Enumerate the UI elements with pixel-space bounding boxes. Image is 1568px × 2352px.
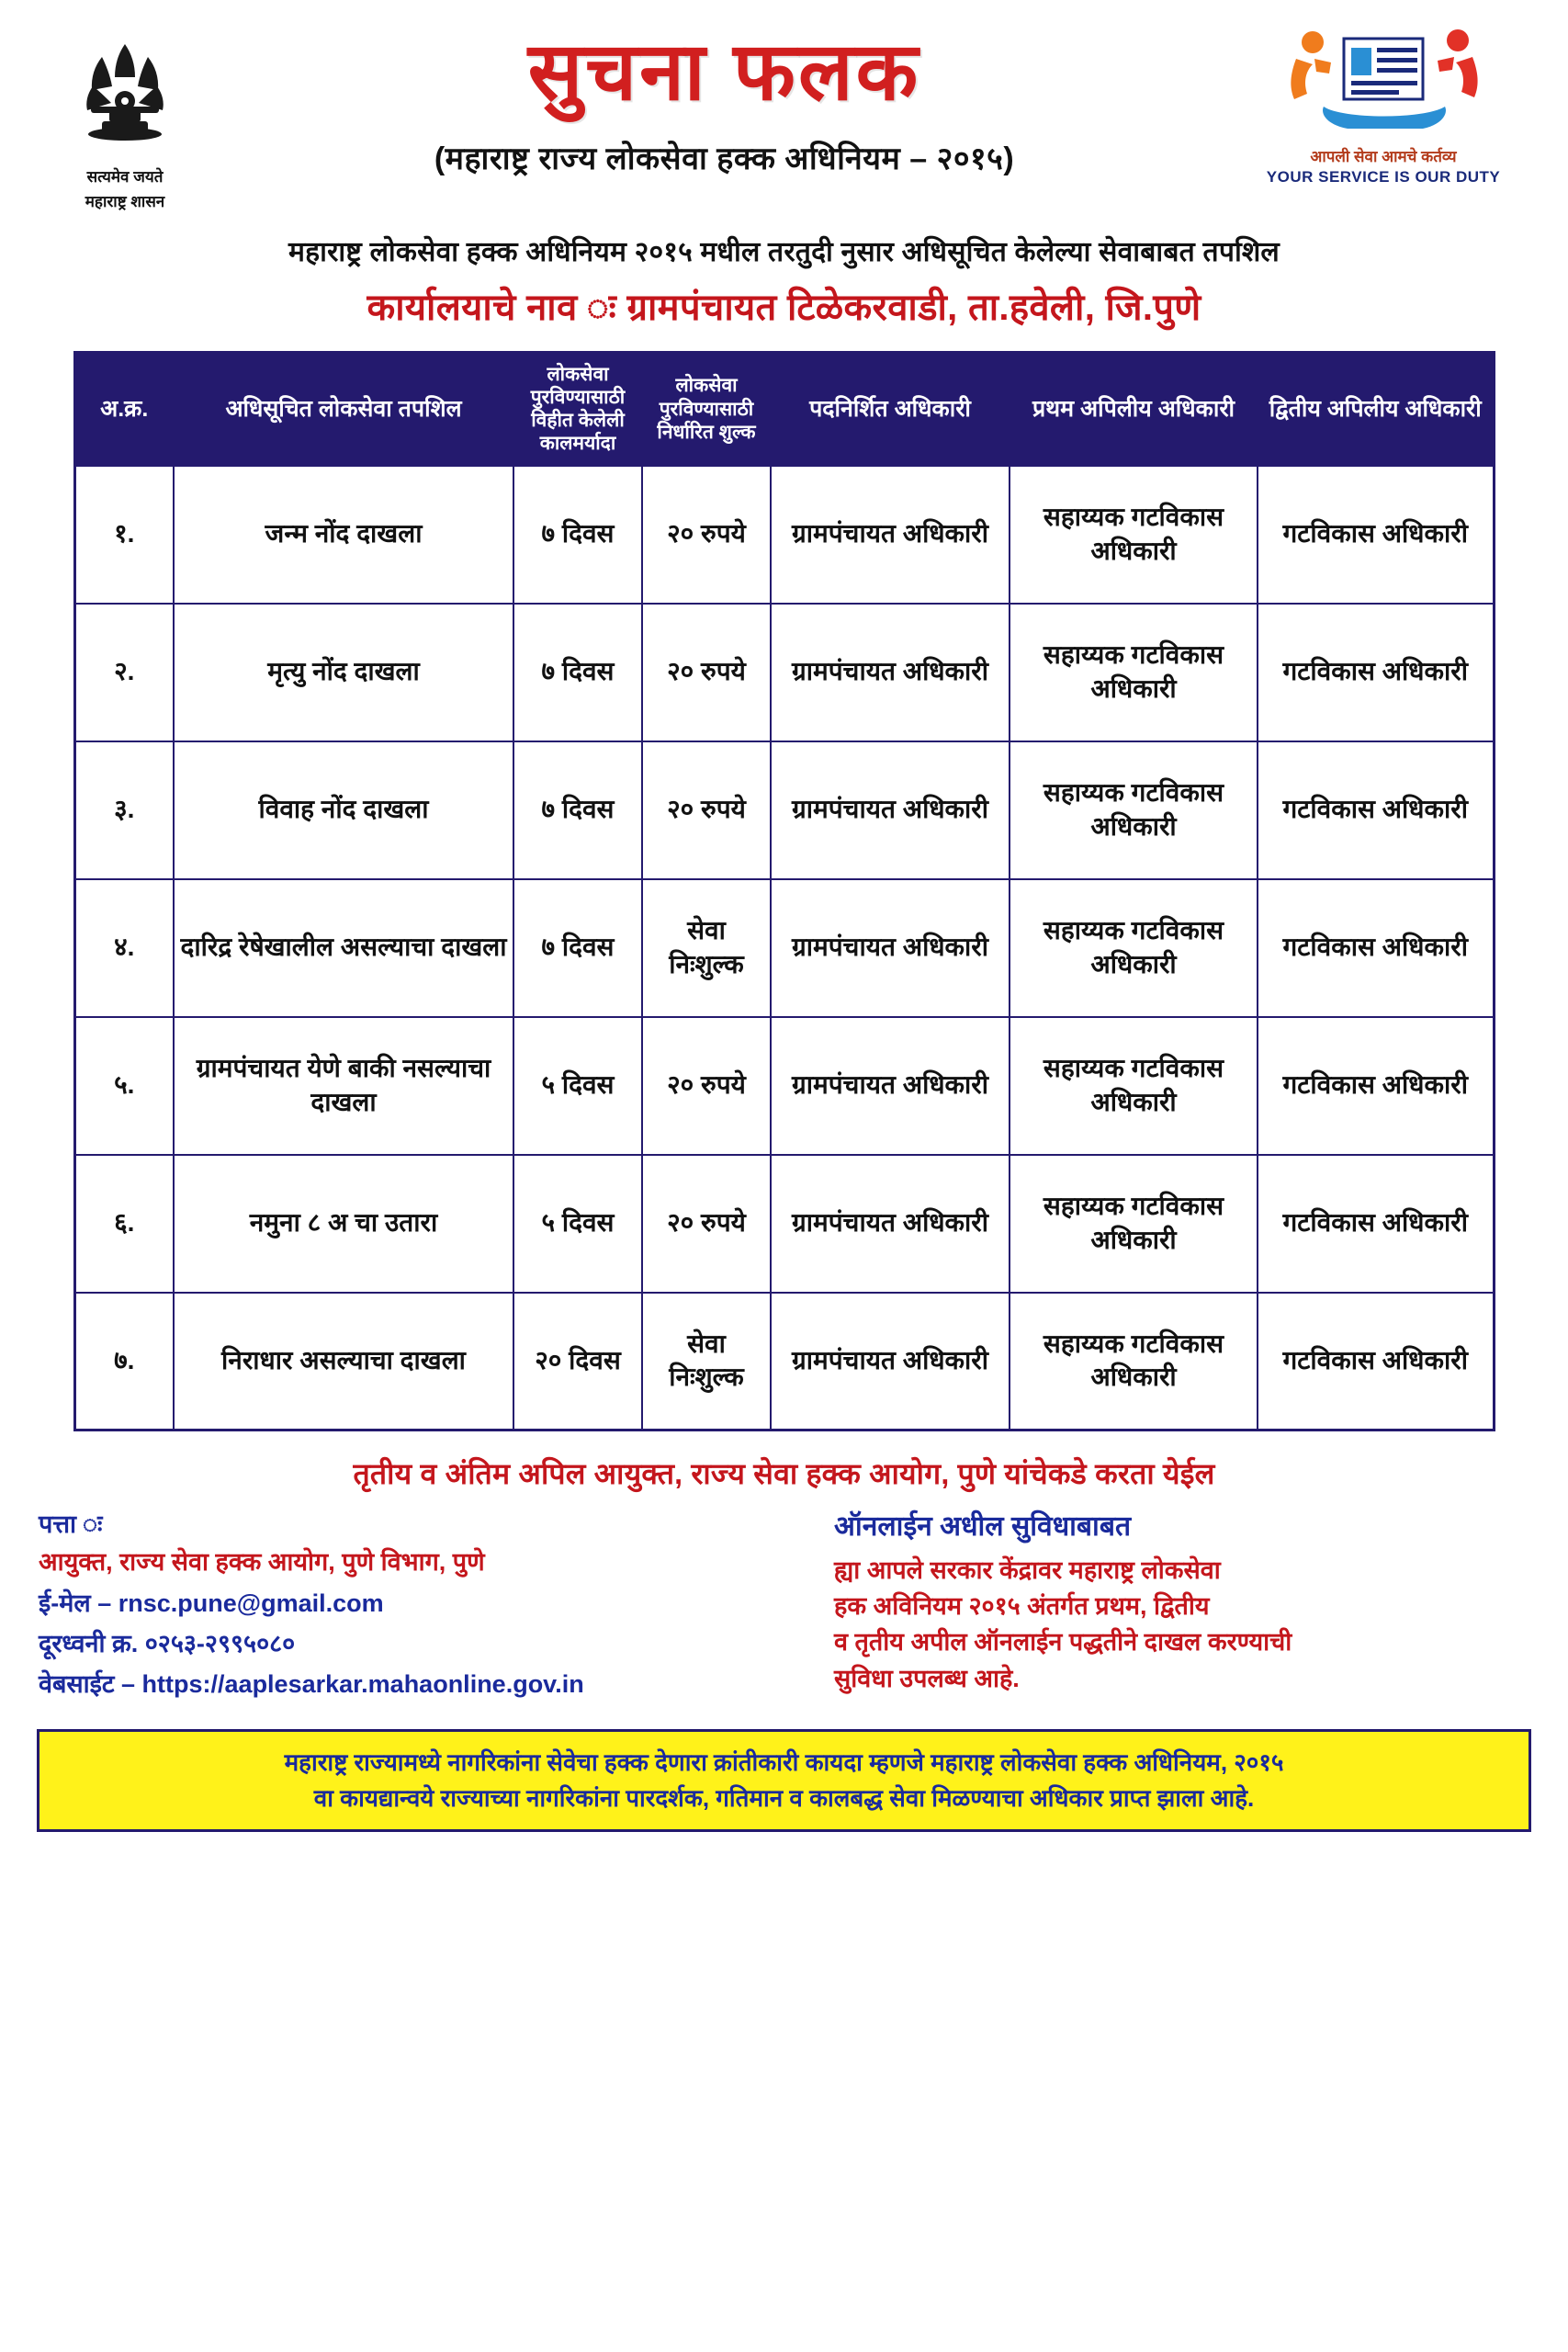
banner-line-2: वा कायद्यान्वये राज्याच्या नागरिकांना पारदर्शक, गतिमान व कालबद्ध सेवा मिळण्याचा अधिकार प्राप्त झाला आहे. — [313, 1783, 1255, 1812]
page-header — [24, 17, 1544, 213]
cell-first-appellate: सहाय्यक गटविकास अधिकारी — [1010, 1017, 1258, 1155]
col-header-first-appellate: प्रथम अपिलीय अधिकारी — [1010, 352, 1258, 465]
act-provision-line: महाराष्ट्र लोकसेवा हक्क अधिनियम २०१५ मधील तरतुदी नुसार अधिसूचित केलेल्या सेवाबाबत तपशिल — [288, 236, 1280, 267]
title-block — [217, 20, 1232, 178]
cell-serial: ६. — [74, 1155, 174, 1293]
bottom-banner — [37, 1729, 1531, 1832]
table-row — [74, 604, 1494, 741]
emblem-block — [33, 20, 217, 213]
third-appeal-line: तृतीय व अंतिम अपिल आयुक्त, राज्य सेवा हक्क आयोग, पुणे यांचेकडे करता येईल — [353, 1457, 1215, 1491]
cell-duration: ५ दिवस — [513, 1155, 642, 1293]
cell-service: ग्रामपंचायत येणे बाकी नसल्याचा दाखला — [174, 1017, 513, 1155]
website-value[interactable]: वेबसाईट – https://aaplesarkar.mahaonline.gov.in — [39, 1670, 584, 1699]
table-header-row — [74, 352, 1494, 465]
online-facility-line-4: सुविधा उपलब्ध आहे. — [834, 1664, 1020, 1692]
col-header-duration: लोकसेवा पुरविण्यासाठी विहीत केलेली कालमर्यादा — [513, 352, 642, 465]
cell-designated-officer: ग्रामपंचायत अधिकारी — [771, 1155, 1010, 1293]
logo-tagline-english: YOUR SERVICE IS OUR DUTY — [1266, 168, 1501, 186]
address-label: पत्ता ः — [39, 1510, 103, 1539]
cell-first-appellate: सहाय्यक गटविकास अधिकारी — [1010, 1293, 1258, 1430]
cell-designated-officer: ग्रामपंचायत अधिकारी — [771, 604, 1010, 741]
cell-service: दारिद्र रेषेखालील असल्याचा दाखला — [174, 879, 513, 1017]
cell-first-appellate: सहाय्यक गटविकास अधिकारी — [1010, 466, 1258, 604]
cell-fee: २० रुपये — [642, 1017, 771, 1155]
table-row — [74, 1017, 1494, 1155]
cell-designated-officer: ग्रामपंचायत अधिकारी — [771, 741, 1010, 879]
banner-line-1: महाराष्ट्र राज्यामध्ये नागरिकांना सेवेचा हक्क देणारा क्रांतीकारी कायदा म्हणजे महाराष्ट्र लोकसेवा हक्क अधिनियम, २०१५ — [284, 1747, 1284, 1776]
cell-first-appellate: सहाय्यक गटविकास अधिकारी — [1010, 604, 1258, 741]
footer-online-column — [810, 1506, 1529, 1709]
cell-serial: ७. — [74, 1293, 174, 1430]
table-row — [74, 1155, 1494, 1293]
cell-service: नमुना ८ अ चा उतारा — [174, 1155, 513, 1293]
page-title: सुचना फलक — [527, 26, 921, 117]
cell-serial: ४. — [74, 879, 174, 1017]
aaple-sarkar-logo-block — [1232, 20, 1535, 187]
online-facility-line-1: ह्या आपले सरकार केंद्रावर महाराष्ट्र लोकसेवा — [834, 1556, 1221, 1585]
cell-serial: १. — [74, 466, 174, 604]
cell-serial: ३. — [74, 741, 174, 879]
cell-duration: ५ दिवस — [513, 1017, 642, 1155]
cell-designated-officer: ग्रामपंचायत अधिकारी — [771, 466, 1010, 604]
online-facility-heading: ऑनलाईन अधील सुविधाबाबत — [834, 1511, 1132, 1543]
ashoka-emblem-icon — [74, 26, 175, 164]
cell-second-appellate: गटविकास अधिकारी — [1258, 879, 1494, 1017]
table-row — [74, 466, 1494, 604]
cell-designated-officer: ग्रामपंचायत अधिकारी — [771, 1293, 1010, 1430]
cell-first-appellate: सहाय्यक गटविकास अधिकारी — [1010, 741, 1258, 879]
cell-designated-officer: ग्रामपंचायत अधिकारी — [771, 879, 1010, 1017]
cell-fee: २० रुपये — [642, 741, 771, 879]
cell-duration: ७ दिवस — [513, 466, 642, 604]
table-row — [74, 879, 1494, 1017]
cell-fee: २० रुपये — [642, 1155, 771, 1293]
col-header-service: अधिसूचित लोकसेवा तपशिल — [174, 352, 513, 465]
cell-fee: सेवा निःशुल्क — [642, 879, 771, 1017]
col-header-designated-officer: पदनिर्शित अधिकारी — [771, 352, 1010, 465]
cell-duration: ७ दिवस — [513, 879, 642, 1017]
col-header-fee: लोकसेवा पुरविण्यासाठी निर्धारित शुल्क — [642, 352, 771, 465]
col-header-serial: अ.क्र. — [74, 352, 174, 465]
address-value: आयुक्त, राज्य सेवा हक्क आयोग, पुणे विभाग, पुणे — [39, 1548, 485, 1577]
table-row — [74, 741, 1494, 879]
cell-first-appellate: सहाय्यक गटविकास अधिकारी — [1010, 879, 1258, 1017]
cell-second-appellate: गटविकास अधिकारी — [1258, 1017, 1494, 1155]
emblem-caption-satyameva: सत्यमेव जयते — [86, 168, 164, 186]
cell-service: विवाह नोंद दाखला — [174, 741, 513, 879]
cell-second-appellate: गटविकास अधिकारी — [1258, 1155, 1494, 1293]
footer-address-column — [39, 1506, 810, 1709]
cell-duration: ७ दिवस — [513, 604, 642, 741]
table-row — [74, 1293, 1494, 1430]
phone-value: दूरध्वनी क्र. ०२५३-२९९५०८० — [39, 1630, 296, 1657]
online-facility-line-3: व तृतीय अपील ऑनलाईन पद्धतीने दाखल करण्याची — [834, 1628, 1292, 1657]
cell-fee: सेवा निःशुल्क — [642, 1293, 771, 1430]
col-header-second-appellate: द्वितीय अपिलीय अधिकारी — [1258, 352, 1494, 465]
cell-service: जन्म नोंद दाखला — [174, 466, 513, 604]
online-facility-line-2: हक अविनियम २०१५ अंतर्गत प्रथम, द्वितीय — [834, 1592, 1210, 1621]
logo-tagline-marathi: आपली सेवा आमचे कर्तव्य — [1310, 148, 1457, 165]
cell-duration: ७ दिवस — [513, 741, 642, 879]
cell-fee: २० रुपये — [642, 604, 771, 741]
cell-second-appellate: गटविकास अधिकारी — [1258, 604, 1494, 741]
cell-second-appellate: गटविकास अधिकारी — [1258, 1293, 1494, 1430]
cell-second-appellate: गटविकास अधिकारी — [1258, 466, 1494, 604]
cell-serial: २. — [74, 604, 174, 741]
emblem-caption-government: महाराष्ट्र शासन — [85, 192, 165, 210]
office-name-line: कार्यालयाचे नाव ः ग्रामपंचायत टिळेकरवाडी, ता.हवेली, जि.पुणे — [367, 287, 1201, 328]
cell-service: मृत्यु नोंद दाखला — [174, 604, 513, 741]
page-subtitle: (महाराष्ट्र राज्य लोकसेवा हक्क अधिनियम – २०१५) — [434, 141, 1015, 177]
services-table — [73, 351, 1495, 1431]
footer-columns — [24, 1506, 1544, 1709]
email-value[interactable]: ई-मेल – rnsc.pune@gmail.com — [39, 1589, 384, 1617]
cell-first-appellate: सहाय्यक गटविकास अधिकारी — [1010, 1155, 1258, 1293]
cell-second-appellate: गटविकास अधिकारी — [1258, 741, 1494, 879]
cell-fee: २० रुपये — [642, 466, 771, 604]
cell-duration: २० दिवस — [513, 1293, 642, 1430]
cell-designated-officer: ग्रामपंचायत अधिकारी — [771, 1017, 1010, 1155]
aaple-sarkar-logo-icon — [1278, 22, 1489, 137]
cell-service: निराधार असल्याचा दाखला — [174, 1293, 513, 1430]
cell-serial: ५. — [74, 1017, 174, 1155]
